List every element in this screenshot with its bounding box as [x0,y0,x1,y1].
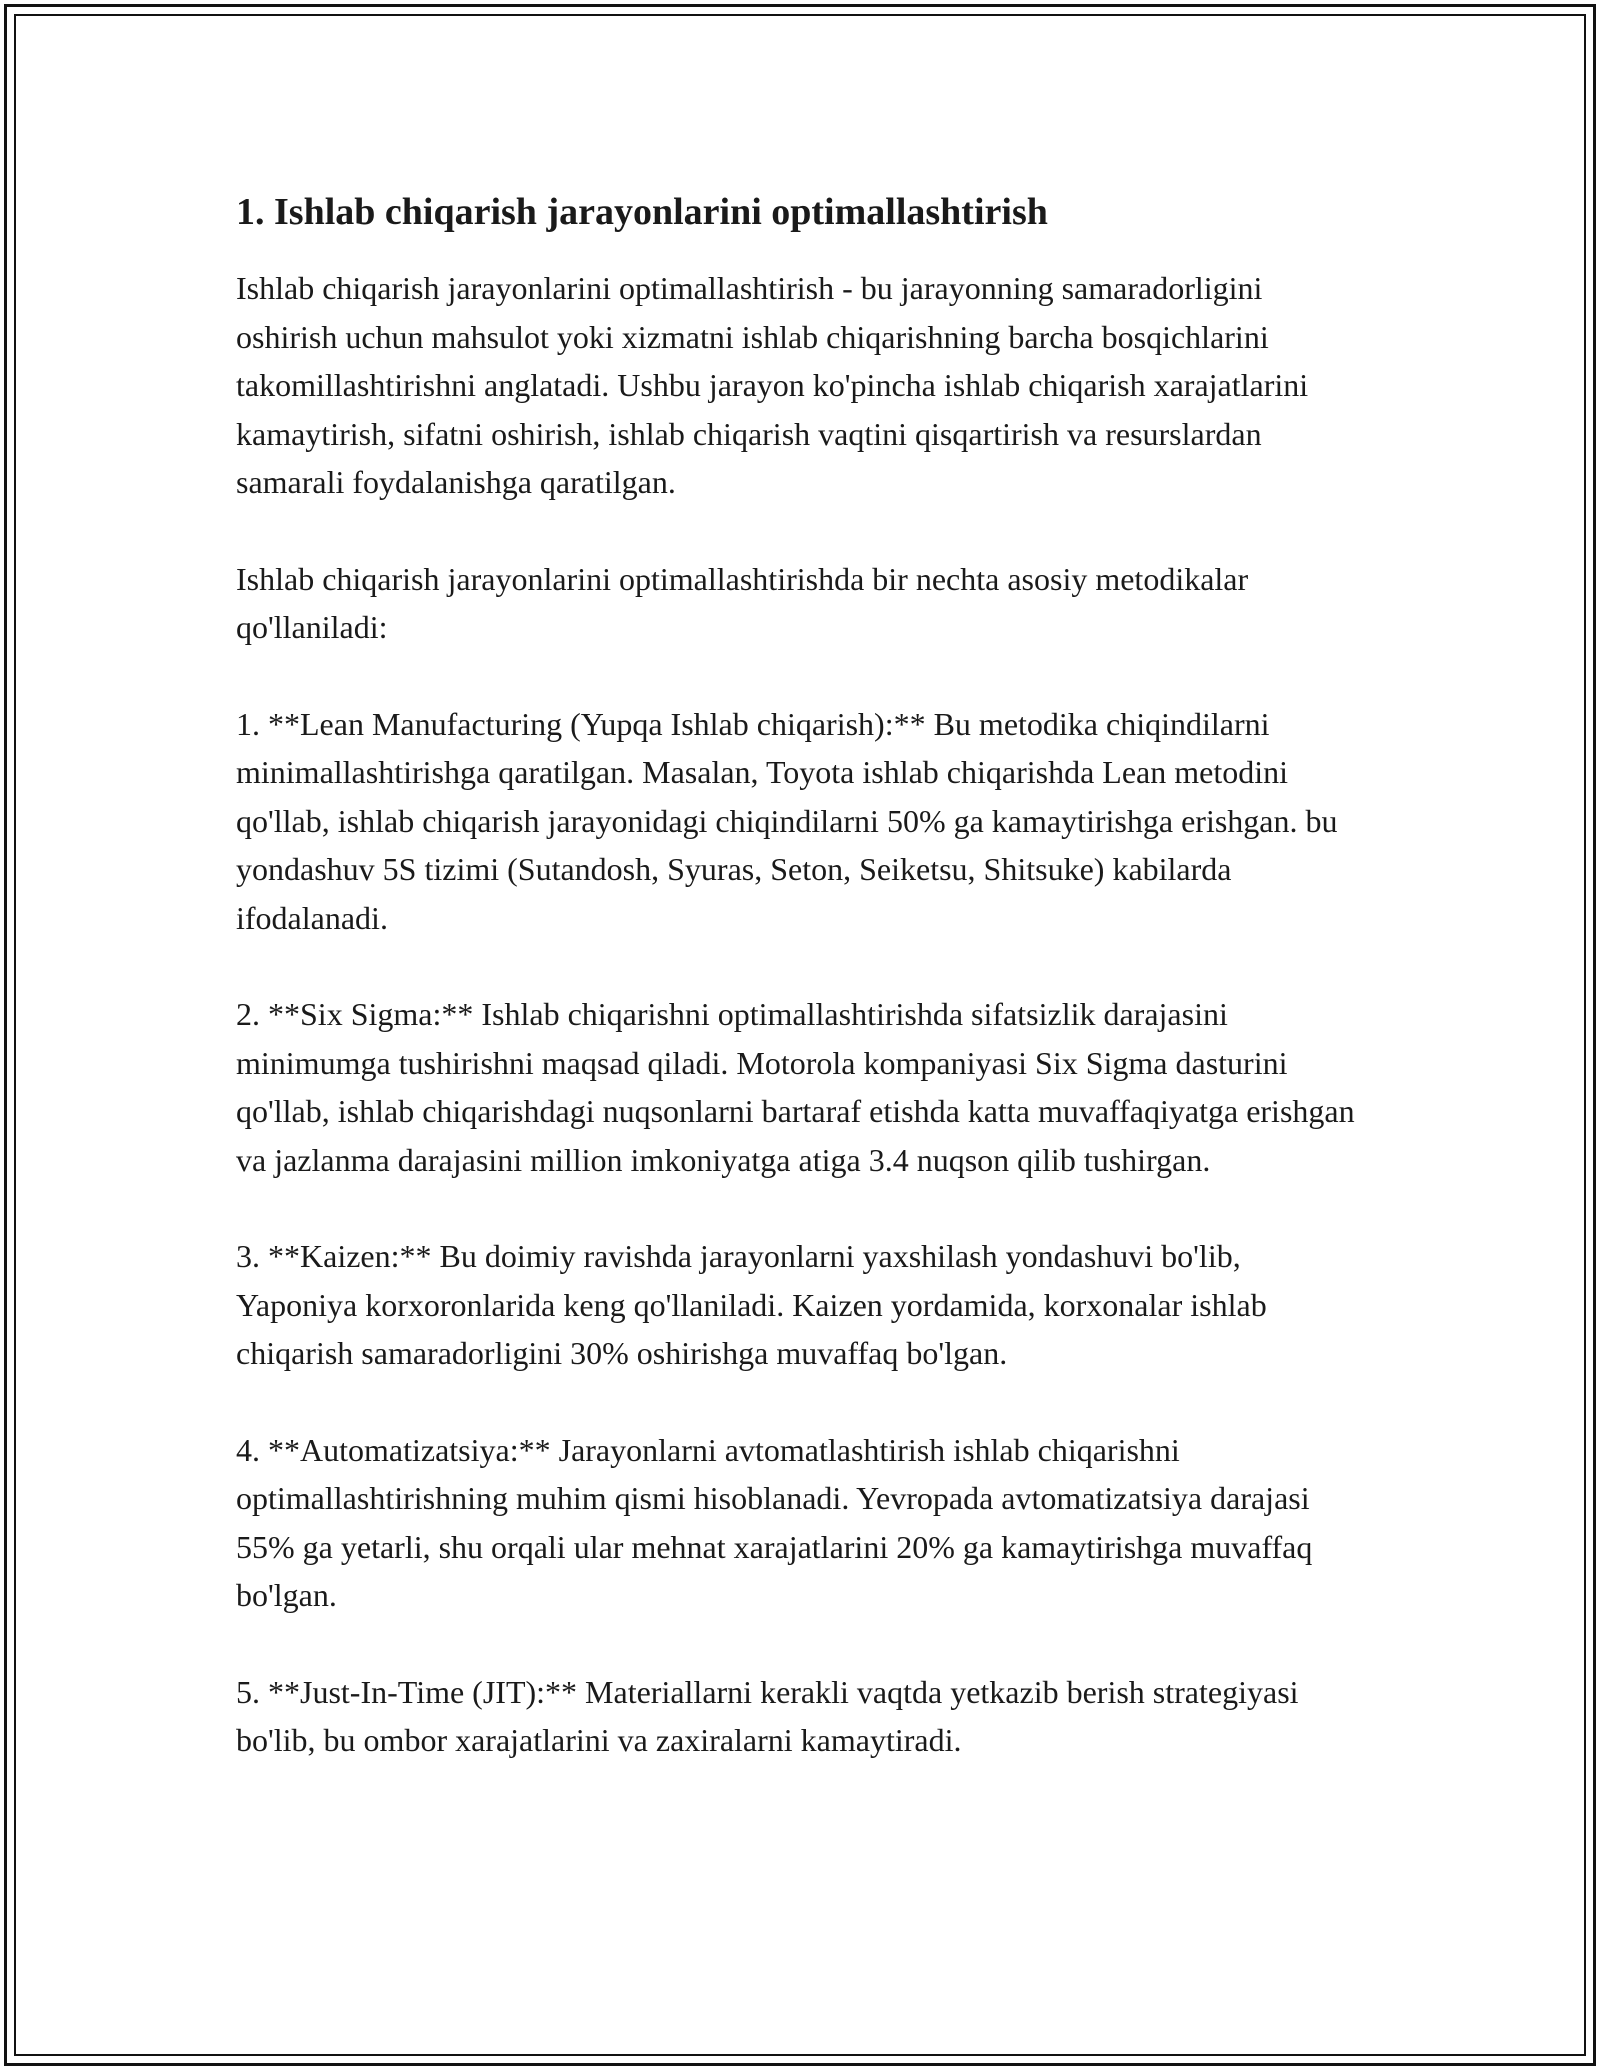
automatizatsiya-paragraph: 4. **Automatizatsiya:** Jarayonlarni avtomatlashtirish ishlab chiqarishni optimallashtirishning muhim qismi hisoblanadi. Yevropada avtomatizatsiya darajasi 55% ga yetarli, shu orqali ular mehnat xarajatlarini 20% ga kamaytirishga muvaffaq bo'lgan. [236,1431,1313,1613]
lean-manufacturing-paragraph: 1. **Lean Manufacturing (Yupqa Ishlab chiqarish):** Bu metodika chiqindilarni minimallashtirishga qaratilgan. Masalan, Toyota ishlab chiqarishda Lean metodini qo'llab, ishlab chiqarish jarayonidagi chiqindilarni 50% ga kamaytirishga erishgan. bu yondashuv 5S tizimi (Sutandosh, Syuras, Seton, Seiketsu, Shitsuke) kabilarda ifodalanadi. [236,705,1338,936]
methods-intro-paragraph: Ishlab chiqarish jarayonlarini optimallashtirishda bir nechta asosiy metodikalar qo'llaniladi: [236,560,1249,645]
section-title: 1. Ishlab chiqarish jarayonlarini optimallashtirish [236,191,1048,233]
kaizen-paragraph: 3. **Kaizen:** Bu doimiy ravishda jarayonlarni yaxshilash yondashuvi bo'lib, Yaponiya korxoronlarida keng qo'llaniladi. Kaizen yordamida, korxonalar ishlab chiqarish samaradorligini 30% oshirishga muvaffaq bo'lgan. [236,1238,1267,1371]
intro-paragraph: Ishlab chiqarish jarayonlarini optimallashtirish - bu jarayonning samaradorligini oshirish uchun mahsulot yoki xizmatni ishlab chiqarishning barcha bosqichlarini takomillashtirishni anglatadi. Ushbu jarayon ko'pincha ishlab chiqarish xarajatlarini kamaytirish, sifatni oshirish, ishlab chiqarish vaqtini qisqartirish va resurslardan samarali foydalanishga qaratilgan. [236,270,1309,500]
just-in-time-paragraph: 5. **Just-In-Time (JIT):** Materiallarni kerakli vaqtda yetkazib berish strategiyasi bo'lib, bu ombor xarajatlarini va zaxiralarni kamaytiradi. [236,1673,1299,1758]
six-sigma-paragraph: 2. **Six Sigma:** Ishlab chiqarishni optimallashtirishda sifatsizlik darajasini minimumga tushirishni maqsad qiladi. Motorola kompaniyasi Six Sigma dasturini qo'llab, ishlab chiqarishdagi nuqsonlarni bartaraf etishda katta muvaffaqiyatga erishgan va jazlanma darajasini million imkoniyatga atiga 3.4 nuqson qilib tushirgan. [236,996,1355,1178]
document-body [236,186,1366,1813]
